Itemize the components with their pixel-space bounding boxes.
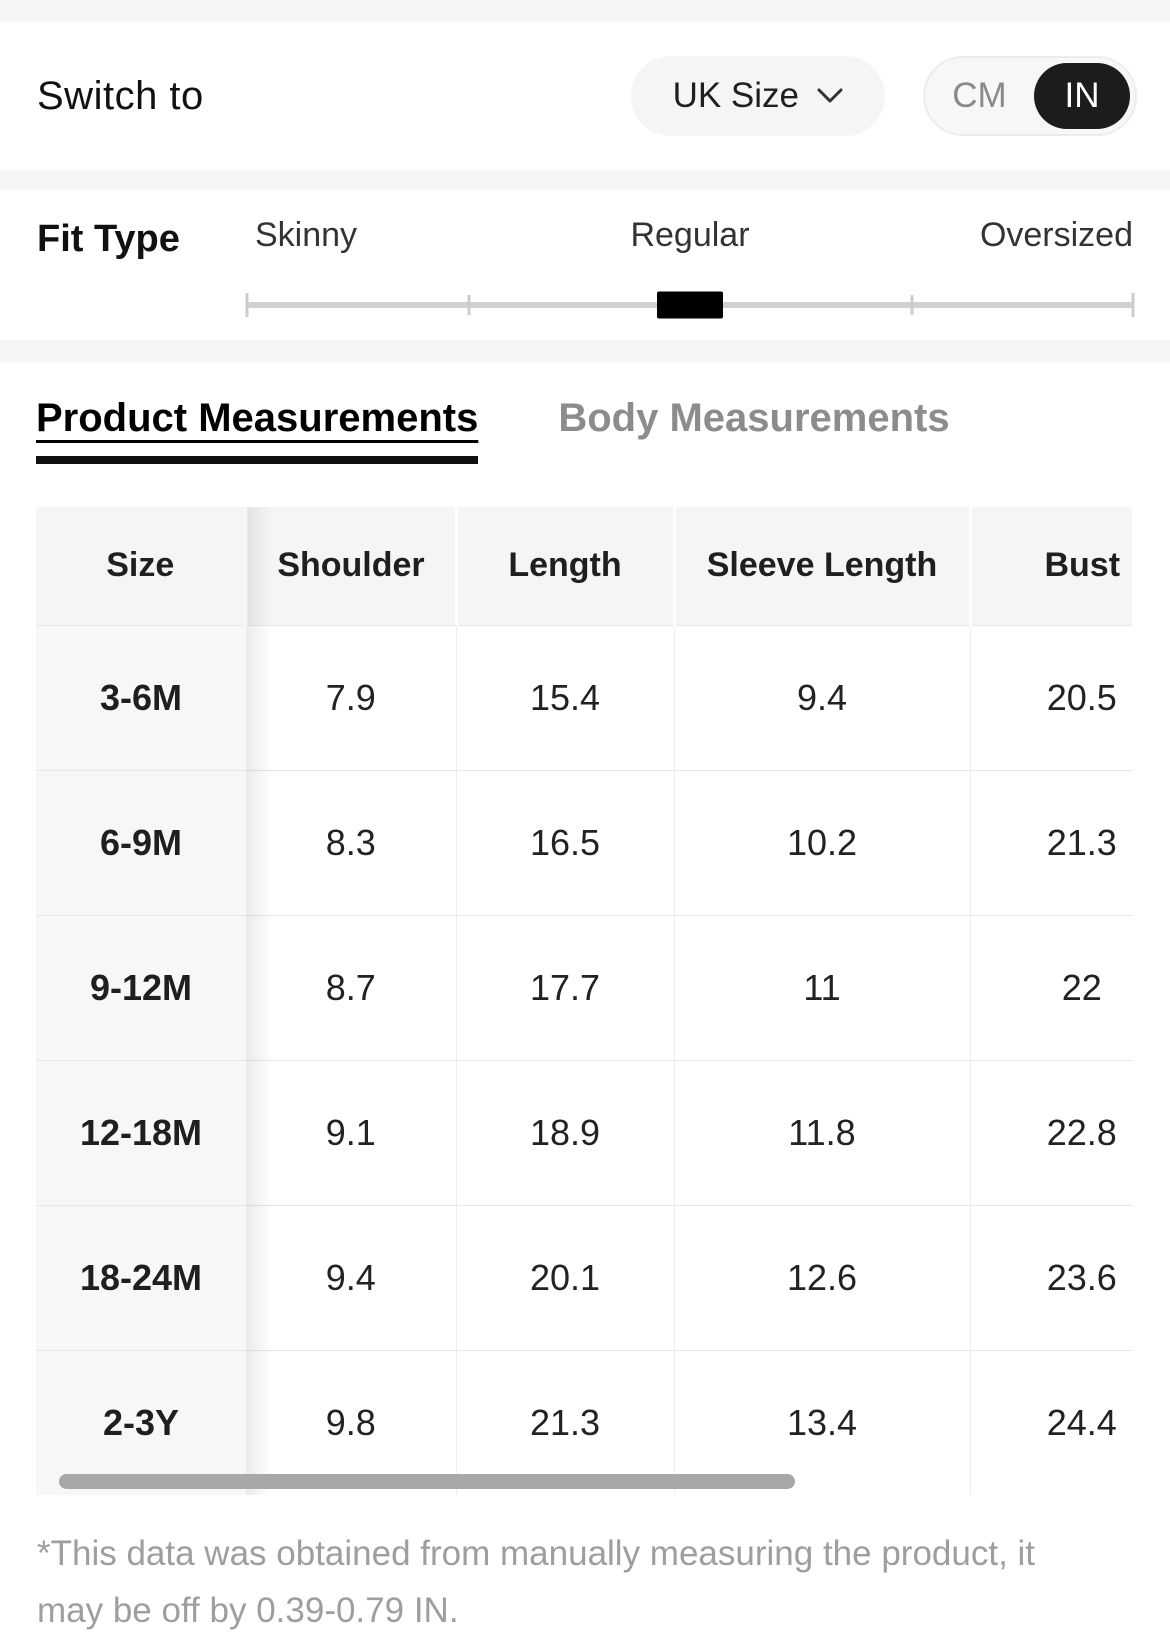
size-standard-selector[interactable] [631, 56, 885, 136]
measurement-cell: 13.4 [674, 1350, 970, 1495]
unit-switch-bar [0, 22, 1170, 170]
slider-tick [246, 293, 249, 317]
tab-body-measurements-label: Body Measurements [558, 396, 950, 440]
disclaimer-line-2: may be off by 0.39-0.79 IN. [37, 1591, 459, 1630]
tab-product-measurements[interactable] [36, 396, 478, 464]
measurement-cell: 18.9 [456, 1060, 674, 1205]
fit-option-regular[interactable]: Regular [630, 216, 750, 254]
slider-tick [1132, 293, 1135, 317]
slider-tick [910, 295, 913, 315]
table-row-12-18m [36, 1060, 1132, 1205]
unit-option-cm[interactable]: CM [952, 76, 1007, 115]
tab-body-measurements[interactable] [558, 396, 949, 441]
fit-type-slider [247, 190, 1133, 340]
disclaimer-line-1: *This data was obtained from manually measuring the product, it [37, 1534, 1036, 1573]
measurement-cell: 9.8 [246, 1350, 456, 1495]
measurement-cell: 9.4 [246, 1205, 456, 1350]
fit-type-options [247, 216, 1133, 262]
measurement-cell: 11.8 [674, 1060, 970, 1205]
column-header-sleeve-length: Sleeve Length [674, 507, 970, 625]
measurement-cell: 20.5 [970, 625, 1132, 770]
size-cell: 6-9M [36, 770, 246, 915]
measurement-cell: 9.1 [246, 1060, 456, 1205]
chevron-down-icon [817, 88, 843, 104]
measurement-cell: 20.1 [456, 1205, 674, 1350]
measurements-panel [0, 362, 1170, 1639]
measurement-cell: 12.6 [674, 1205, 970, 1350]
table-row-18-24m [36, 1205, 1132, 1350]
table-row-9-12m [36, 915, 1132, 1060]
measurement-tabs [36, 362, 1170, 464]
fit-slider-handle[interactable] [657, 292, 723, 319]
unit-option-in-selected[interactable]: IN [1034, 63, 1130, 129]
column-header-bust: Bust [970, 507, 1132, 625]
measurement-cell: 22.8 [970, 1060, 1132, 1205]
size-table-container [36, 507, 1132, 1495]
table-row-6-9m [36, 770, 1132, 915]
measurement-cell: 7.9 [246, 625, 456, 770]
switch-controls [631, 56, 1137, 136]
header-row [36, 507, 1132, 625]
size-cell: 2-3Y [36, 1350, 246, 1495]
switch-to-label: Switch to [37, 73, 204, 118]
measurement-cell: 22 [970, 915, 1132, 1060]
size-table [36, 507, 1132, 1495]
divider-strip [0, 340, 1170, 362]
measurement-cell: 23.6 [970, 1205, 1132, 1350]
measurement-cell: 17.7 [456, 915, 674, 1060]
slider-tick [467, 295, 470, 315]
fit-type-section [0, 190, 1170, 340]
horizontal-scrollbar-thumb[interactable] [59, 1474, 795, 1489]
measurement-cell: 16.5 [456, 770, 674, 915]
size-cell: 18-24M [36, 1205, 246, 1350]
top-divider-strip [0, 0, 1170, 22]
measurement-cell: 8.3 [246, 770, 456, 915]
measurement-cell: 9.4 [674, 625, 970, 770]
tab-product-measurements-label: Product Measurements [36, 396, 479, 440]
size-standard-label: UK Size [672, 76, 799, 115]
fit-slider-track[interactable] [247, 302, 1133, 308]
measurement-cell: 21.3 [970, 770, 1132, 915]
fit-option-oversized[interactable]: Oversized [979, 216, 1133, 254]
column-header-shoulder: Shoulder [246, 507, 456, 625]
measurement-cell: 8.7 [246, 915, 456, 1060]
size-cell: 12-18M [36, 1060, 246, 1205]
column-header-size: Size [36, 507, 246, 625]
divider-strip [0, 170, 1170, 190]
fit-type-label: Fit Type [37, 218, 180, 260]
size-cell: 9-12M [36, 915, 246, 1060]
column-header-length: Length [456, 507, 674, 625]
measurement-cell: 10.2 [674, 770, 970, 915]
size-table-viewport[interactable] [36, 507, 1132, 1495]
table-row-3-6m [36, 625, 1132, 770]
measurement-cell: 15.4 [456, 625, 674, 770]
measurement-cell: 24.4 [970, 1350, 1132, 1495]
measurement-cell: 21.3 [456, 1350, 674, 1495]
measurement-disclaimer [37, 1525, 1132, 1639]
size-cell: 3-6M [36, 625, 246, 770]
unit-toggle[interactable] [923, 56, 1137, 136]
measurement-cell: 11 [674, 915, 970, 1060]
fit-option-skinny[interactable]: Skinny [255, 216, 358, 254]
